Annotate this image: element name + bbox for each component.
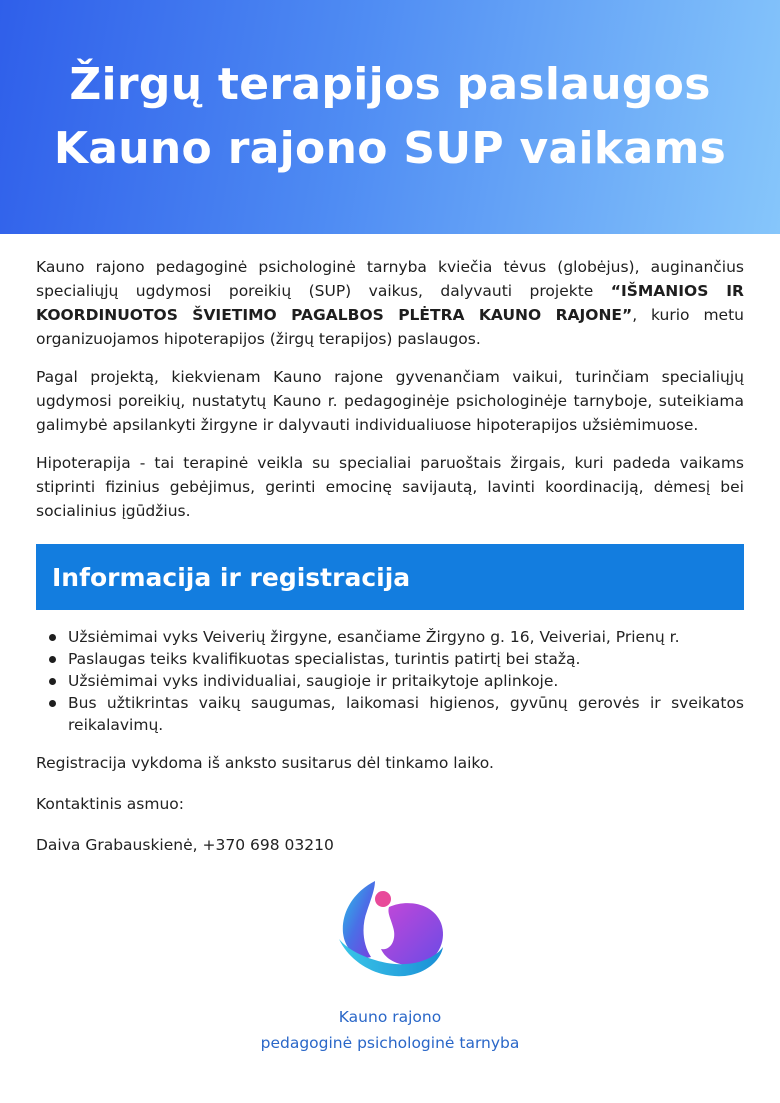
intro-p1-text: Kauno rajono pedagoginė psichologinė tarnyba kviečia tėvus (globėjus), auginančius specialiųjų ugdymosi poreikių (SUP) vaikus, dalyvauti projekte xyxy=(36,258,744,300)
section-heading: Informacija ir registracija xyxy=(52,562,411,592)
list-item: Užsiėmimai vyks individualiai, saugioje ir pritaikytoje aplinkoje. xyxy=(68,670,744,692)
contact-details: Daiva Grabauskienė, +370 698 03210 xyxy=(36,836,334,854)
intro-paragraph-2: Pagal projektą, kiekvienam Kauno rajone gyvenančiam vaikui, turinčiam specialiųjų ugdymosi poreikių, nustatytų Kauno r. pedagoginėje psichologinėje tarnyboje, suteikiama galimybė apsilankyti žirgyne ir dalyvauti individualiuose hipoterapijos užsiėmimuose. xyxy=(36,368,744,434)
organization-logo-icon xyxy=(337,877,447,982)
org-line-2: pedagoginė psichologinė tarnyba xyxy=(260,1034,520,1052)
intro-p1-text-end: , kurio metu organizuojamos hipoterapijos (žirgų terapijos) paslaugos. xyxy=(36,306,744,348)
intro-paragraph-3: Hipoterapija - tai terapinė veikla su specialiai paruoštais žirgais, kuri padeda vaikams stiprinti fizinius gebėjimus, gerinti emocinę savijautą, lavinti koordinaciją, dėmesį bei socialinius įgūdžius. xyxy=(36,454,744,520)
contact-label: Kontaktinis asmuo: xyxy=(36,795,184,813)
list-item: Paslaugas teiks kvalifikuotas specialistas, turintis patirtį bei stažą. xyxy=(68,648,744,670)
intro-paragraph-1 xyxy=(36,255,744,351)
page-header xyxy=(0,0,780,234)
info-list xyxy=(36,626,744,736)
list-item: Užsiėmimai vyks Veiverių žirgyne, esančiame Žirgyno g. 16, Veiveriai, Prienų r. xyxy=(68,626,744,648)
organization-name xyxy=(0,1004,780,1056)
title-line-2: Kauno rajono SUP vaikams xyxy=(53,123,727,174)
list-item: Bus užtikrintas vaikų saugumas, laikomasi higienos, gyvūnų gerovės ir sveikatos reikalavimų. xyxy=(68,694,744,734)
page-title xyxy=(54,53,726,181)
intro-section xyxy=(36,255,744,537)
org-line-1: Kauno rajono xyxy=(338,1008,442,1026)
section-banner xyxy=(36,544,744,610)
info-section xyxy=(36,626,744,856)
title-line-1: Žirgų terapijos paslaugos xyxy=(69,59,711,110)
project-name: “IŠMANIOS IR KOORDINUOTOS ŠVIETIMO PAGALBOS PLĖTRA KAUNO RAJONE” xyxy=(36,282,744,324)
registration-text: Registracija vykdoma iš anksto susitarus dėl tinkamo laiko. xyxy=(36,754,494,772)
